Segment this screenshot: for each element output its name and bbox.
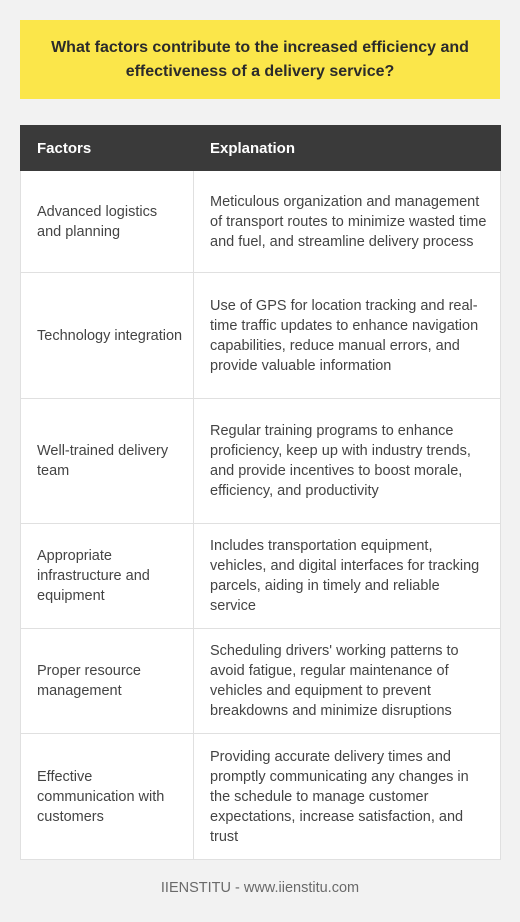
explanation-cell: Meticulous organization and management of transport routes to minimize wasted time and fuel, and streamline delivery process (194, 171, 501, 273)
table-header-row (21, 126, 501, 171)
table-row (21, 734, 501, 860)
table-row (21, 629, 501, 734)
explanation-cell: Includes transportation equipment, vehicles, and digital interfaces for tracking parcels, aiding in timely and reliable service (194, 524, 501, 629)
table-row (21, 399, 501, 524)
header-explanation: Explanation (194, 126, 501, 171)
header-factors: Factors (21, 126, 194, 171)
factor-cell: Advanced logistics and planning (21, 171, 194, 273)
table-row (21, 171, 501, 273)
factor-cell: Well-trained delivery team (21, 399, 194, 524)
explanation-cell: Scheduling drivers' working patterns to avoid fatigue, regular maintenance of vehicles and equipment to prevent breakdowns and minimize disruptions (194, 629, 501, 734)
footer-credit: IIENSTITU - www.iienstitu.com (160, 880, 360, 896)
page-title: What factors contribute to the increased efficiency and effectiveness of a delivery service? (51, 38, 469, 80)
factors-table (20, 125, 501, 860)
factor-cell: Proper resource management (21, 629, 194, 734)
explanation-cell: Use of GPS for location tracking and real-time traffic updates to enhance navigation capabilities, reduce manual errors, and provide valuable information (194, 273, 501, 399)
factor-cell: Technology integration (21, 273, 194, 399)
factor-cell: Effective communication with customers (21, 734, 194, 860)
explanation-cell: Providing accurate delivery times and promptly communicating any changes in the schedule to manage customer expectations, increase satisfaction, and trust (194, 734, 501, 860)
table-row (21, 524, 501, 629)
title-banner (20, 20, 500, 99)
table-row (21, 273, 501, 399)
factor-cell: Appropriate infrastructure and equipment (21, 524, 194, 629)
explanation-cell: Regular training programs to enhance proficiency, keep up with industry trends, and provide incentives to boost morale, efficiency, and productivity (194, 399, 501, 524)
